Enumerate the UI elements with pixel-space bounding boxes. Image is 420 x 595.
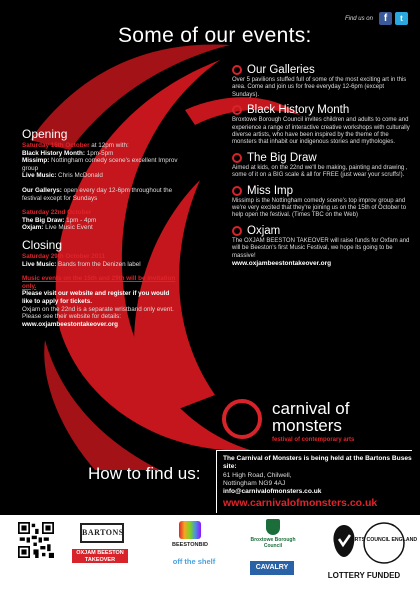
- sat22-label: Oxjam:: [22, 224, 44, 232]
- event-description: The OXJAM BEESTON TAKEOVER will raise funds for Oxfam and will be Beeston's first Music Festival, we hope its going to be massive!: [232, 237, 410, 259]
- event-description: Broxtowe Borough Council invites children and adults to come and experience a range of interactive creative workshops with culturally diverse artists, who have been inspired by the theme of the monsters that inhabit our indigenous stories and mythologies.: [232, 117, 410, 146]
- oxjam-url-link[interactable]: www.oxjambeestontakeover.org: [22, 320, 118, 328]
- address-line: 61 High Road, Chilwell,: [223, 471, 292, 479]
- oxjam-note: Oxjam on the 22nd is a separate wristband only event. Please see their website for details:: [22, 305, 174, 321]
- cavalry-logo: CAVALRY: [250, 561, 294, 575]
- bullet-ring-icon: [232, 153, 242, 163]
- beestonbid-mark-icon: [179, 521, 201, 539]
- sat22-date: Saturday 22nd October: [22, 209, 92, 217]
- bullet-ring-icon: [232, 226, 242, 236]
- opening-label: Missimp:: [22, 157, 50, 165]
- twitter-icon[interactable]: t: [395, 12, 408, 25]
- how-to-find-heading: How to find us:: [88, 464, 201, 483]
- address-box: [216, 450, 412, 513]
- beestonbid-text: BEESTONBID: [172, 542, 208, 548]
- find-us-on: [345, 12, 408, 25]
- events-list: [232, 64, 410, 272]
- sponsor-strip: [0, 515, 420, 595]
- galleries-label: Our Gallerys:: [22, 186, 62, 194]
- logo-circle-icon: [222, 399, 262, 439]
- sat22-value: Live Music Event: [43, 224, 93, 232]
- event-title: Miss Imp: [247, 184, 293, 197]
- bullet-ring-icon: [232, 105, 242, 115]
- opening-label: Black History Month:: [22, 149, 85, 157]
- arts-council-text: ARTS COUNCIL ENGLAND: [350, 537, 418, 543]
- schedule-column: [22, 128, 180, 328]
- arts-council-logo: [350, 521, 418, 565]
- event-title: Our Galleries: [247, 64, 315, 76]
- opening-date: Saturday 15th October: [22, 142, 90, 149]
- opening-time: at 12pm with:: [89, 142, 129, 149]
- closing-value: Bands from the Denizen label: [56, 260, 141, 268]
- opening-value: Nottingham comedy scene's excellent Improv group: [22, 157, 178, 172]
- beestonbid-logo: [168, 521, 212, 553]
- opening-value: 1pm-5pm: [84, 149, 114, 157]
- closing-date: Saturday 29th October 2011: [22, 252, 105, 260]
- register-notice: Please visit our website and register if you would like to apply for tickets.: [22, 290, 170, 305]
- logo-line-2: monsters: [272, 416, 342, 435]
- address-intro: The Carnival of Monsters is being held at the Bartons Buses site:: [223, 455, 412, 471]
- qr-code-icon: [18, 522, 54, 558]
- address-line: Nottingham NG9 4AJ: [223, 479, 286, 487]
- bullet-ring-icon: [232, 186, 242, 196]
- carnival-of-monsters-logo: [222, 399, 412, 449]
- event-item: [232, 64, 410, 99]
- broxtowe-logo: [246, 519, 300, 557]
- oxjam-logo: OXJAM BEESTON TAKEOVER: [72, 549, 128, 563]
- event-item: [232, 152, 410, 180]
- broxtowe-crest-icon: [266, 519, 280, 535]
- closing-label: Live Music:: [22, 260, 57, 268]
- event-item: [232, 185, 410, 220]
- lottery-funded-text: LOTTERY FUNDED: [327, 571, 401, 580]
- email-link[interactable]: info@carnivalofmonsters.co.uk: [223, 488, 322, 496]
- event-description: Aimed at kids, on the 22nd we'll be making, painting and drawing , some of it on a BIG scale & all for FREE (just wear your scruffs!).: [232, 164, 408, 179]
- music-notice: Music events on the 15th and 29th will be invitation only.: [22, 275, 176, 290]
- logo-tagline: festival of contemporary arts: [272, 437, 355, 443]
- closing-heading: Closing: [22, 237, 63, 252]
- off-the-shelf-logo: off the shelf: [172, 557, 216, 566]
- page-headline: Some of our events:: [118, 24, 312, 47]
- sat22-label: The Big Draw:: [22, 216, 65, 224]
- oxjam-link[interactable]: www.oxjambeestontakeover.org: [232, 260, 332, 268]
- event-description: Over 5 pavilions stuffed full of some of the most exciting art in this area. Come and join us for free everyday 12-6pm (except Sundays).: [232, 77, 407, 98]
- logo-line-1: carnival of: [272, 399, 350, 418]
- opening-heading: Opening: [22, 127, 68, 141]
- event-item: [232, 104, 410, 147]
- find-us-label: Find us on: [344, 15, 373, 22]
- sat22-value: 1pm - 4pm: [64, 216, 97, 224]
- website-link[interactable]: www.carnivalofmonsters.co.uk: [223, 497, 378, 510]
- bartons-logo: BARTONS: [80, 523, 124, 543]
- opening-label: Live Music:: [22, 172, 57, 180]
- event-title: Black History Month: [247, 104, 350, 117]
- event-item: [232, 225, 410, 267]
- bullet-ring-icon: [232, 65, 242, 75]
- event-description: Missimp is the Nottingham comedy scene's top improv group and we're very excited that they're joining us on the 15th of October to help open the festival. (Times TBC on the Web): [232, 197, 407, 219]
- facebook-icon[interactable]: f: [379, 12, 392, 25]
- galleries-value: open every day 12-6pm throughout the festival except for Sundays: [22, 186, 173, 202]
- event-title: Oxjam: [247, 224, 281, 237]
- broxtowe-text: Broxtowe Borough Council: [250, 537, 296, 549]
- opening-value: Chris McDonald: [56, 172, 103, 180]
- event-title: The Big Draw: [247, 151, 317, 164]
